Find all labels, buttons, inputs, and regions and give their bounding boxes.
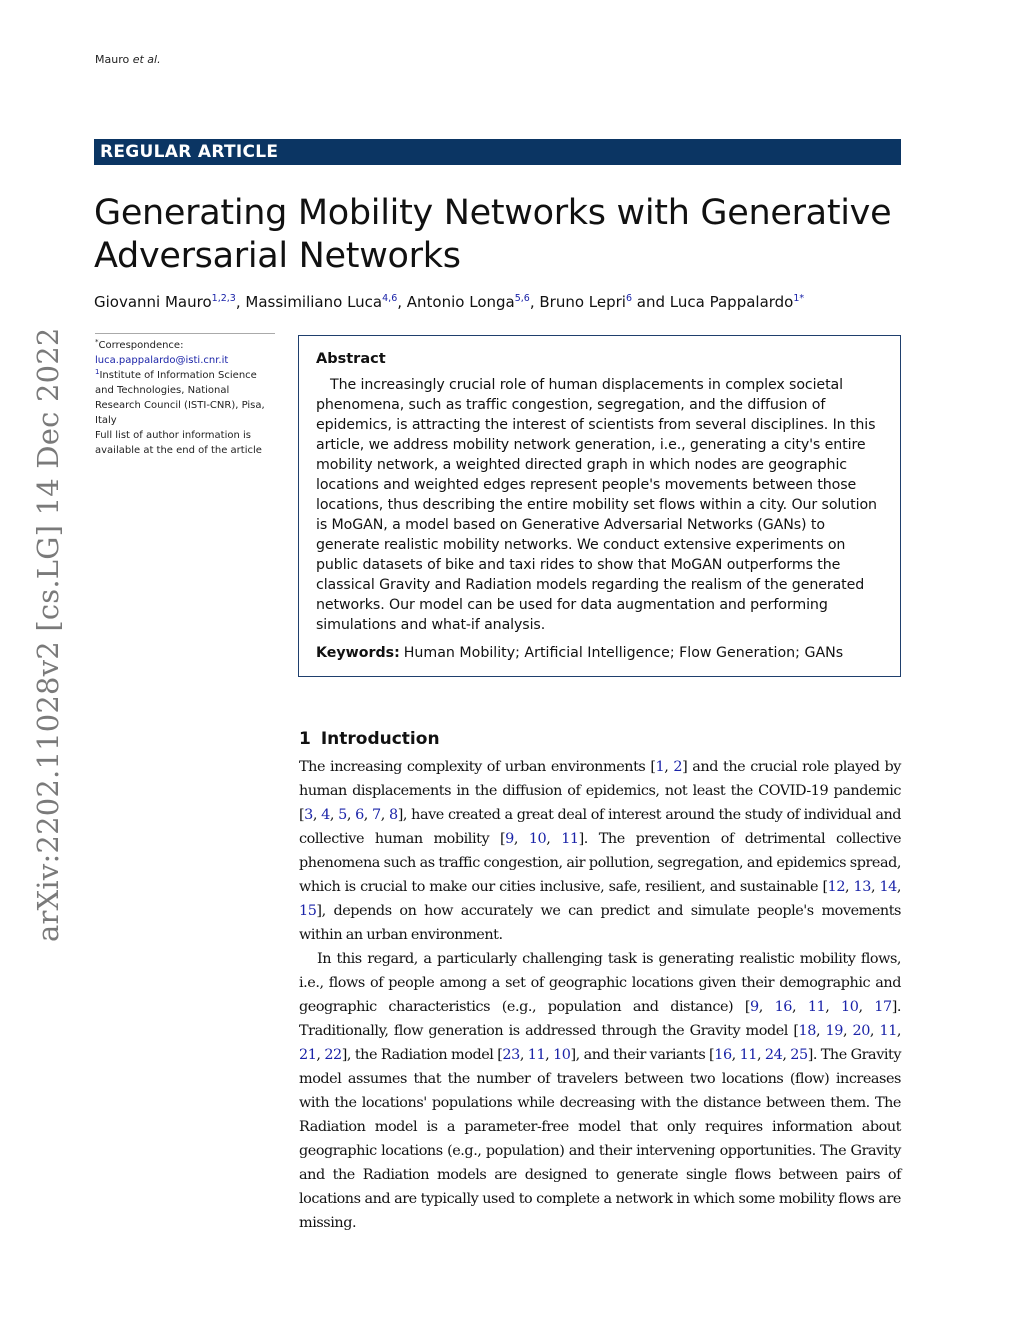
citation-link[interactable]: 8 <box>389 807 398 823</box>
author-affiliation-link[interactable]: 1* <box>793 293 805 304</box>
citation-link[interactable]: 2 <box>673 759 683 775</box>
citation-link[interactable]: 16 <box>774 999 792 1015</box>
correspondence-label: Correspondence: <box>98 340 184 351</box>
citation-link[interactable]: 3 <box>304 807 313 823</box>
author-affiliation-link[interactable]: 5,6 <box>514 293 530 304</box>
citation-link[interactable]: 17 <box>874 999 892 1015</box>
abstract-box <box>298 335 901 677</box>
citation-link[interactable]: 20 <box>852 1023 870 1039</box>
section-title: Introduction <box>320 729 440 749</box>
citation-link[interactable]: 9 <box>505 831 514 847</box>
intro-paragraph: In this regard, a particularly challenging task is generating realistic mobility flows, i.e., flows of people among a set of geographic locations given their demographic and geographic characteristics (e.g., population and distance) [9, 16, 11, 10, 17]. Traditionally, flow generation is addressed through the Gravity model [18, 19, 20, 11, 21, 22], the Radiation model [23, 11, 10], and their variants [16, 11, 24, 25]. The Gravity model assumes that the number of travelers between two locations (flow) increases with the locations' populations while decreasing with the distance between them. The Radiation model is a parameter-free model that only requires information about geographic locations (e.g., population) and their intervening opportunities. The Gravity and the Radiation models are designed to generate single flows between pairs of locations and are typically used to complete a network in which some mobility flows are missing. <box>299 951 902 1231</box>
citation-link[interactable]: 6 <box>355 807 364 823</box>
affiliation-note <box>95 368 277 428</box>
keywords-text: Human Mobility; Artificial Intelligence; Flow Generation; GANs <box>403 645 844 661</box>
correspondence-note <box>95 338 277 353</box>
citation-link[interactable]: 13 <box>853 879 871 895</box>
section-number: 1 <box>299 729 311 749</box>
arxiv-stamp: arXiv:2202.11028v2 [cs.LG] 14 Dec 2022 <box>31 327 65 942</box>
intro-paragraph: The increasing complexity of urban environments [1, 2] and the crucial role played by human displacements in the diffusion of epidemics, not least the COVID-19 pandemic [3, 4, 5, 6, 7, 8], have created a great deal of interest around the study of individual and collective human mobility [9, 10, 11]. The prevention of detrimental collective phenomena such as traffic congestion, air pollution, segregation, and epidemics spread, which is crucial to make our cities inclusive, safe, resilient, and sustainable [12, 13, 14, 15], depends on how accurately we can predict and simulate people's movements within an urban environment. <box>299 759 902 943</box>
keywords-line <box>316 643 883 663</box>
running-head <box>95 53 161 66</box>
author-name: Giovanni Mauro <box>94 293 212 311</box>
author-info-note: Full list of author information is available at the end of the article <box>95 430 262 456</box>
running-head-etal: et al. <box>132 53 161 66</box>
correspondence-mark: * <box>95 338 99 346</box>
keywords-label: Keywords: <box>316 645 400 661</box>
citation-link[interactable]: 11 <box>739 1047 757 1063</box>
citation-link[interactable]: 7 <box>372 807 381 823</box>
abstract-text: The increasingly crucial role of human displacements in complex societal phenomena, such as traffic congestion, segregation, and the diffusion of epidemics, is attracting the interest of scientists from several disciplines. In this article, we address mobility network generation, i.e., generating a city's entire mobility network, a weighted directed graph in which nodes are geographic locations and weighted edges represent people's movements between those locations, thus describing the entire mobility set flows within a city. Our solution is MoGAN, a model based on Generative Adversarial Networks (GANs) to generate realistic mobility networks. We conduct extensive experiments on public datasets of bike and taxi rides to show that MoGAN outperforms the classical Gravity and Radiation models regarding the realism of the generated networks. Our model can be used for data augmentation and performing simulations and what-if analysis. <box>316 377 877 633</box>
citation-link[interactable]: 23 <box>502 1047 520 1063</box>
citation-link[interactable]: 15 <box>299 903 317 919</box>
sidenotes <box>95 333 277 458</box>
running-head-author: Mauro <box>95 53 130 66</box>
affiliation-text: Institute of Information Science and Technologies, National Research Council (ISTI-CNR), Pisa, Italy <box>95 370 265 426</box>
paper-title: Generating Mobility Networks with Generative Adversarial Networks <box>94 193 892 276</box>
citation-link[interactable]: 11 <box>879 1023 897 1039</box>
citation-link[interactable]: 10 <box>553 1047 571 1063</box>
citation-link[interactable]: 16 <box>714 1047 732 1063</box>
author-name: Bruno Lepri <box>539 293 626 311</box>
article-type-banner: REGULAR ARTICLE <box>94 139 901 165</box>
citation-link[interactable]: 25 <box>790 1047 808 1063</box>
section-heading <box>299 729 440 749</box>
abstract-heading: Abstract <box>316 351 386 367</box>
correspondence-email-link[interactable]: luca.pappalardo@isti.cnr.it <box>95 355 229 366</box>
sidenote-divider <box>95 333 275 334</box>
author-name: Massimiliano Luca <box>245 293 383 311</box>
affiliation-mark: 1 <box>95 368 100 376</box>
citation-link[interactable]: 5 <box>338 807 347 823</box>
citation-link[interactable]: 19 <box>825 1023 843 1039</box>
citation-link[interactable]: 11 <box>807 999 826 1015</box>
author-affiliation-link[interactable]: 4,6 <box>382 293 398 304</box>
citation-link[interactable]: 11 <box>561 831 579 847</box>
citation-link[interactable]: 22 <box>324 1047 342 1063</box>
citation-link[interactable]: 10 <box>841 999 859 1015</box>
citation-link[interactable]: 24 <box>764 1047 783 1063</box>
author-affiliation-link[interactable]: 1,2,3 <box>211 293 236 304</box>
citation-link[interactable]: 11 <box>527 1047 546 1063</box>
introduction-body <box>299 755 901 1235</box>
author-name: Antonio Longa <box>406 293 515 311</box>
citation-link[interactable]: 14 <box>879 879 897 895</box>
citation-link[interactable]: 10 <box>528 831 547 847</box>
author-name: Luca Pappalardo <box>669 293 794 311</box>
citation-link[interactable]: 12 <box>827 879 846 895</box>
citation-link[interactable]: 4 <box>321 807 330 823</box>
author-affiliation-link[interactable]: 6 <box>625 293 633 304</box>
citation-link[interactable]: 9 <box>750 999 759 1015</box>
author-list: Giovanni Mauro$^{1,2,3}$, Massimiliano Luca$^{4,6}$, Antonio Longa$^{5,6}$, Bruno Lepri$^6$ and Luca Pappalardo$^{1*}$ <box>94 293 805 311</box>
citation-link[interactable]: 21 <box>299 1047 317 1063</box>
citation-link[interactable]: 1 <box>655 759 665 775</box>
citation-link[interactable]: 18 <box>798 1023 816 1039</box>
